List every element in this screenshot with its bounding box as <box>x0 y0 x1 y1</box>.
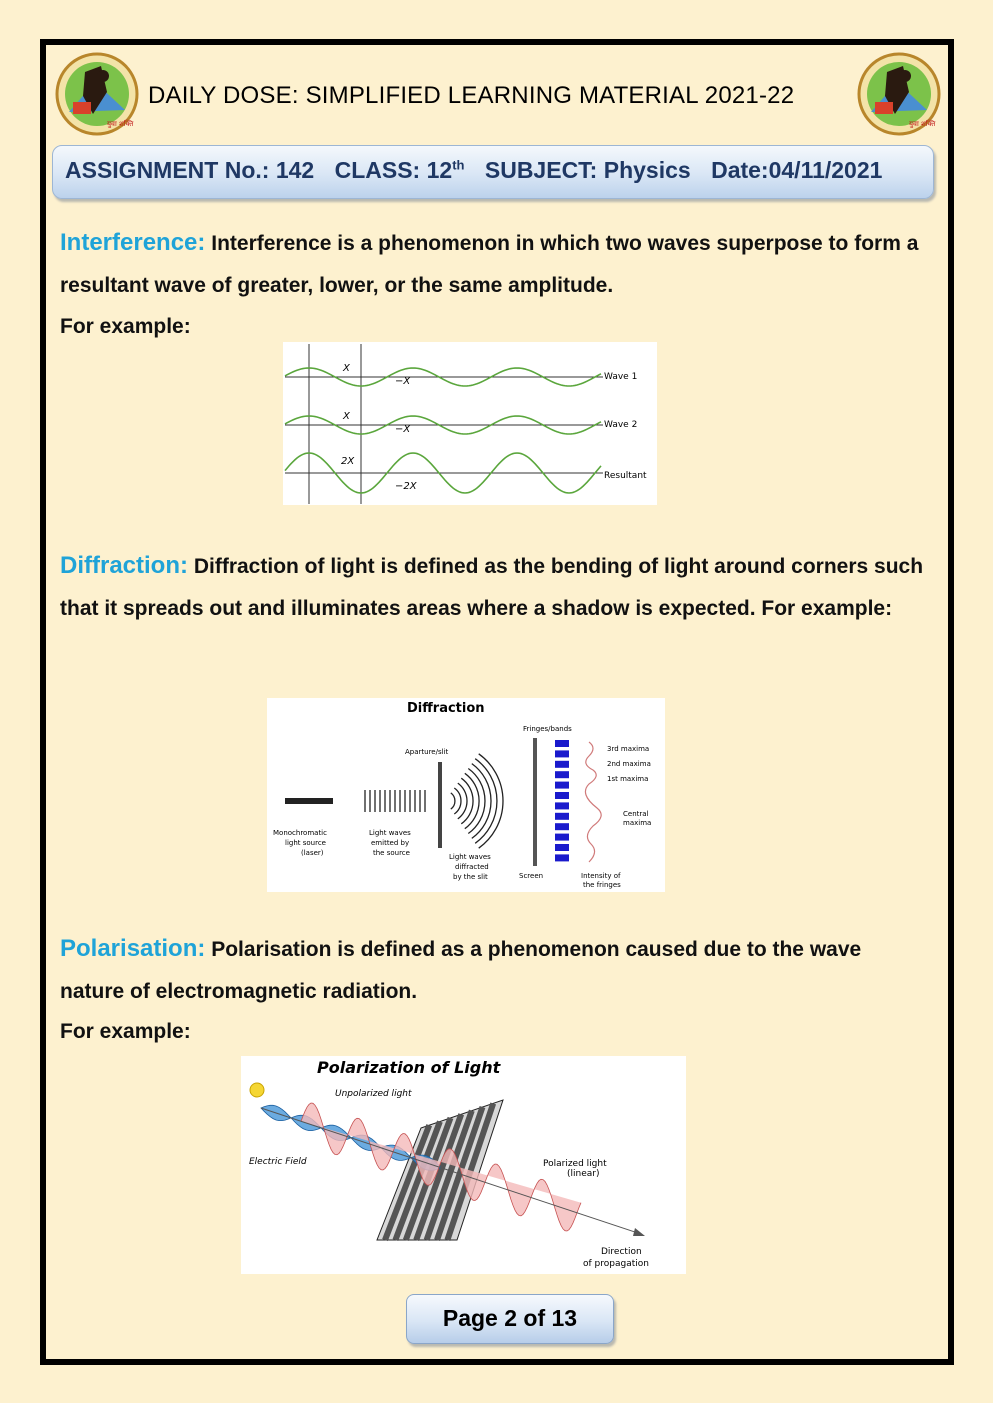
aperture-label: Aparture/slit <box>405 748 449 756</box>
polarisation-paragraph <box>60 928 930 1013</box>
third-maxima-label: 3rd maxima <box>607 745 650 753</box>
school-logo-right <box>857 52 941 136</box>
amp-minus-x-label: −X <box>395 424 411 435</box>
diffracted-label: Light waves <box>449 853 491 861</box>
central-maxima-label: maxima <box>623 819 652 827</box>
fringe-band <box>555 761 569 768</box>
class-label: CLASS: 12th <box>334 157 465 183</box>
slit-barrier <box>438 762 442 848</box>
polarisation-figure <box>241 1056 686 1274</box>
fringe-band <box>555 834 569 841</box>
polarisation-figure-title: Polarization of Light <box>317 1058 501 1077</box>
second-maxima-label: 2nd maxima <box>607 760 651 768</box>
screen <box>533 738 537 866</box>
intensity-label: Intensity of <box>581 872 621 880</box>
emitted-label: the source <box>373 849 410 857</box>
logo-text: युवा शक्ति <box>909 120 936 128</box>
assignment-number: ASSIGNMENT No.: 142 <box>65 157 315 183</box>
unpolarized-label: Unpolarized light <box>335 1089 412 1099</box>
subject-label: SUBJECT: Physics <box>484 157 691 183</box>
emitted-label: Light waves <box>369 829 411 837</box>
central-maxima-label: Central <box>623 810 649 818</box>
laser-source <box>285 798 333 804</box>
direction-label: of propagation <box>583 1259 649 1269</box>
resultant-label: Resultant <box>604 471 647 481</box>
polarisation-example-label: For example: <box>60 1020 191 1043</box>
diffracted-label: by the slit <box>453 873 488 881</box>
fringe-band <box>555 792 569 799</box>
fringe-band <box>555 844 569 851</box>
fringe-band <box>555 740 569 747</box>
light-bulb-icon <box>250 1083 264 1097</box>
polarisation-term: Polarisation: <box>60 935 206 962</box>
polarized-label: (linear) <box>567 1169 600 1179</box>
date-label: Date:04/11/2021 <box>711 157 883 183</box>
source-label: (laser) <box>301 849 324 857</box>
fringes-label: Fringes/bands <box>523 725 572 733</box>
diffraction-figure <box>267 698 665 892</box>
interference-figure <box>283 342 657 505</box>
interference-paragraph <box>60 222 930 307</box>
page-number: Page 2 of 13 <box>406 1294 614 1344</box>
amp-2x-label: 2X <box>341 456 355 467</box>
electric-field-label: Electric Field <box>249 1157 307 1167</box>
fringe-band <box>555 782 569 789</box>
diffracted-label: diffracted <box>455 863 489 871</box>
logo-text: युवा शक्ति <box>107 120 134 128</box>
fringe-band <box>555 813 569 820</box>
diffraction-term: Diffraction: <box>60 552 188 579</box>
assignment-bar <box>52 145 934 199</box>
polarisation-text: Polarisation is defined as a phenomenon caused due to the wave nature of electromagnetic radiation. <box>60 938 862 1003</box>
amp-minus-2x-label: −2X <box>395 481 417 492</box>
diffraction-figure-title: Diffraction <box>407 701 485 716</box>
amp-minus-x-label: −X <box>395 376 411 387</box>
wave2-label: Wave 2 <box>604 420 638 430</box>
emitted-label: emitted by <box>371 839 410 847</box>
document-title: DAILY DOSE: SIMPLIFIED LEARNING MATERIAL 2021-22 <box>148 82 795 109</box>
interference-text: Interference is a phenomenon in which two waves superpose to form a resultant wave of greater, lower, or the same amplitude. <box>60 232 919 297</box>
diffraction-text: Diffraction of light is defined as the bending of light around corners such that it spreads out and illuminates areas where a shadow is expected. For example: <box>60 555 924 620</box>
direction-label: Direction <box>601 1247 642 1257</box>
screen-label: Screen <box>519 872 544 880</box>
intensity-label: the fringes <box>583 881 621 889</box>
amp-x-label: X <box>343 411 350 422</box>
interference-term: Interference: <box>60 229 206 256</box>
school-logo-left <box>55 52 139 136</box>
source-label: light source <box>285 839 326 847</box>
first-maxima-label: 1st maxima <box>607 775 649 783</box>
wave1-label: Wave 1 <box>604 372 638 382</box>
fringe-band <box>555 802 569 809</box>
fringe-band <box>555 854 569 861</box>
fringe-band <box>555 750 569 757</box>
polarized-label: Polarized light <box>543 1159 607 1169</box>
amp-x-label: X <box>343 363 350 374</box>
fringe-band <box>555 823 569 830</box>
source-label: Monochromatic <box>273 829 327 837</box>
interference-example-label: For example: <box>60 315 191 338</box>
diffraction-paragraph <box>60 545 930 630</box>
fringe-band <box>555 771 569 778</box>
